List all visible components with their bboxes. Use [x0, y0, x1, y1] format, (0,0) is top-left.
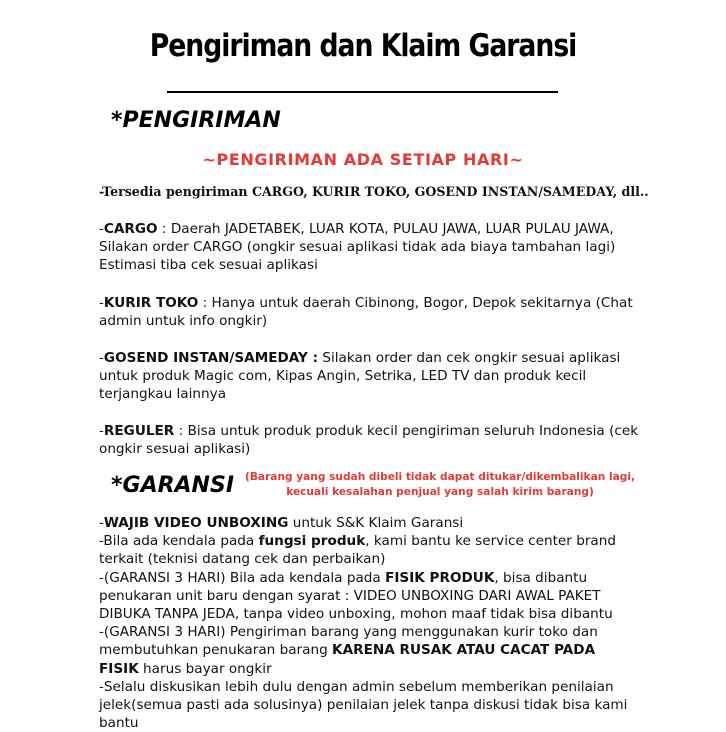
warranty-note-line1: (Barang yang sudah dibeli tidak dapat ditukar/dikembalikan lagi, — [245, 471, 635, 483]
cargo-paragraph — [99, 220, 639, 275]
warranty-item-3-label: FISIK PRODUK — [385, 569, 495, 586]
warranty-item-1 — [99, 514, 639, 532]
warranty-item-1-prefix: - — [99, 515, 104, 531]
warranty-item-2-pre: -Bila ada kendala pada — [99, 533, 259, 550]
warranty-item-3 — [99, 569, 639, 624]
reguler-text: : Bisa untuk produk produk kecil pengiriman seluruh Indonesia (cek ongkir sesuai aplikasi) — [99, 423, 639, 458]
warranty-item-3-text: , bisa dibantu penukaran unit baru dengan syarat : VIDEO UNBOXING DARI AWAL PAKET DIBUKA TANPA JEDA, tanpa video unboxing, mohon maaf tidak bisa dibantu — [99, 569, 613, 623]
cargo-label: CARGO — [103, 221, 158, 237]
kurir-prefix: - — [99, 295, 104, 311]
warranty-item-2-text: , kami bantu ke service center brand terkait (teknisi datang cek dan perbaikan) — [99, 533, 617, 568]
shipping-banner: ~PENGIRIMAN ADA SETIAP HARI~ — [202, 150, 524, 169]
warranty-note-line2: kecuali kesalahan penjual yang salah kirim barang) — [286, 486, 594, 498]
shipping-intro: -Tersedia pengiriman CARGO, KURIR TOKO, GOSEND INSTAN/SAMEDAY, dll.. — [99, 184, 649, 199]
warranty-item-3-pre: -(GARANSI 3 HARI) Bila ada kendala pada — [99, 569, 386, 586]
shipping-heading: *PENGIRIMAN — [111, 108, 281, 133]
warranty-note — [240, 470, 640, 500]
reguler-prefix: - — [99, 423, 104, 439]
warranty-item-1-label: WAJIB VIDEO UNBOXING — [103, 515, 289, 531]
page-title: Pengiriman dan Klaim Garansi — [149, 28, 577, 64]
warranty-heading: *GARANSI — [111, 473, 234, 498]
warranty-item-2 — [99, 532, 639, 568]
kurir-paragraph — [99, 294, 639, 330]
gosend-text: Silakan order dan cek ongkir sesuai aplikasi untuk produk Magic com, Kipas Angin, Setrika, LED TV dan produk kecil terjangkau lainnya — [99, 350, 621, 403]
kurir-label: KURIR TOKO — [103, 295, 199, 311]
warranty-list — [99, 514, 639, 732]
reguler-label: REGULER — [103, 423, 175, 439]
warranty-item-1-text: untuk S&K Klaim Garansi — [288, 515, 464, 531]
title-underline — [167, 91, 558, 93]
reguler-paragraph — [99, 422, 639, 458]
gosend-label: GOSEND INSTAN/SAMEDAY : — [103, 350, 319, 366]
kurir-text: : Hanya untuk daerah Cibinong, Bogor, Depok sekitarnya (Chat admin untuk info ongkir) — [99, 295, 633, 330]
warranty-item-2-label: fungsi produk — [258, 533, 366, 550]
warranty-item-4 — [99, 623, 639, 678]
cargo-text: : Daerah JADETABEK, LUAR KOTA, PULAU JAWA, LUAR PULAU JAWA, Silakan order CARGO (ongkir sesuai aplikasi tidak ada biaya tambahan lagi) Estimasi tiba cek sesuai aplikasi — [99, 221, 616, 274]
gosend-paragraph — [99, 349, 639, 404]
cargo-prefix: - — [99, 221, 104, 237]
warranty-item-4-label: KARENA RUSAK ATAU CACAT PADA FISIK — [99, 642, 596, 677]
warranty-item-4-text: harus bayar ongkir — [138, 660, 272, 677]
warranty-item-5: -Selalu diskusikan lebih dulu dengan admin sebelum memberikan penilaian jelek(semua pasti ada solusinya) penilaian jelek tanpa diskusi tidak bisa kami bantu — [99, 678, 628, 732]
warranty-item-4-pre: -(GARANSI 3 HARI) Pengiriman barang yang menggunakan kurir toko dan membutuhkan penukaran barang — [99, 624, 598, 659]
gosend-prefix: - — [99, 350, 104, 366]
